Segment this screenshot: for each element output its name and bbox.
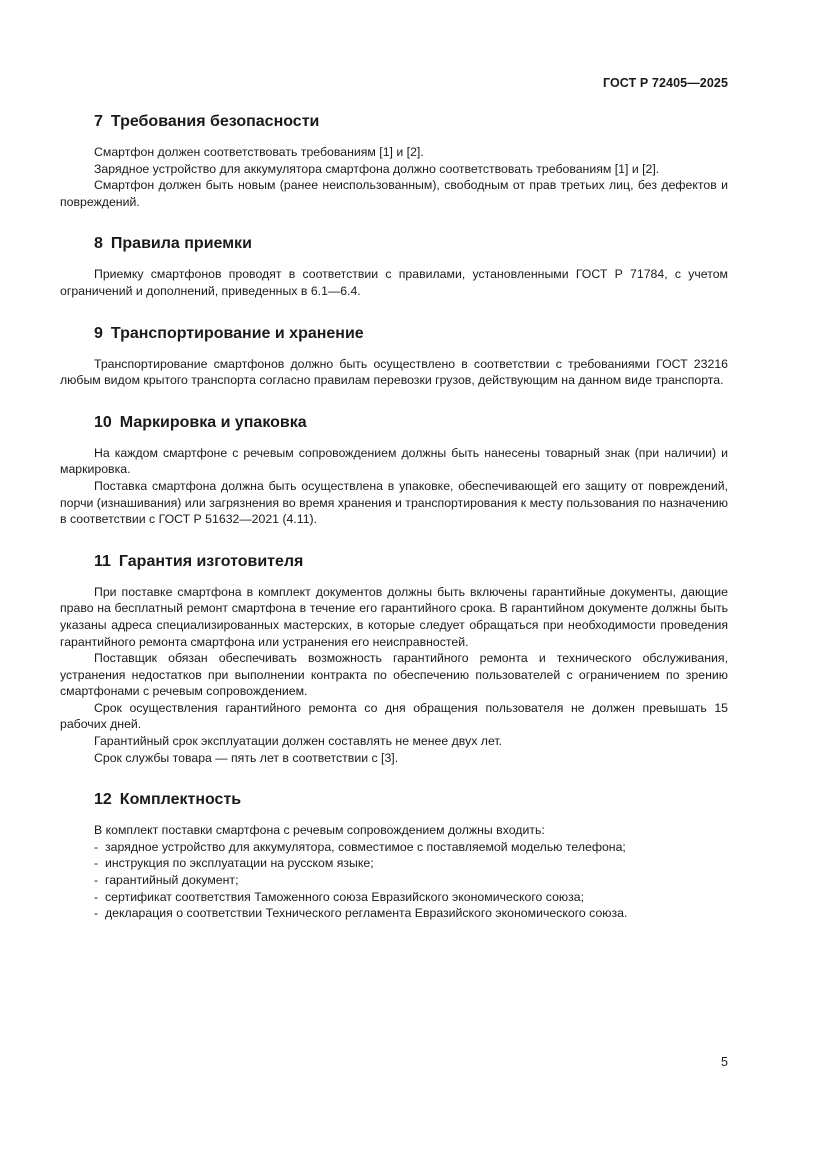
list-item: - декларация о соответствии Технического регламента Евразийского экономического союза. xyxy=(94,905,728,922)
section-title: Комплектность xyxy=(119,791,242,809)
section-title: Требования безопасности xyxy=(110,113,320,130)
section-number: 12 xyxy=(94,791,112,809)
paragraph: Приемку смартфонов проводят в соответствии с правилами, установленными ГОСТ Р 71784, с учетом ограничений и дополнений, приведенных в 6.1—6.4. xyxy=(60,267,728,298)
paragraph: Срок осуществления гарантийного ремонта со дня обращения пользователя не должен превышать 15 рабочих дней. xyxy=(60,700,728,732)
section-heading xyxy=(60,112,728,132)
section-7 xyxy=(60,112,728,210)
section-10 xyxy=(60,413,728,528)
paragraph: На каждом смартфоне с речевым сопровождением должны быть нанесены товарный знак (при наличии) и маркировка. xyxy=(60,445,728,477)
paragraph: Поставка смартфона должна быть осуществлена в упаковке, обеспечивающей его защиту от повреждений, порчи (изнашивания) или загрязнения во время хранения и транспортирования к месту пользования по назначению в соответствии с ГОСТ Р 51632—2021 (4.11). xyxy=(60,478,728,527)
paragraph: При поставке смартфона в комплект документов должны быть включены гарантийные документы, дающие право на бесплатный ремонт смартфона в течение его гарантийного срока. В гарантийном документе должны быть указаны адреса специализированных мастерских, в которые следует обращаться при необходимости проведения гарантийного ремонта смартфона или устранения его неисправностей. xyxy=(60,584,728,649)
paragraph: Транспортирование смартфонов должно быть осуществлено в соответствии с требованиями ГОСТ 23216 любым видом крытого транспорта согласно правилам перевозки грузов, действующим на данном виде транспорта. xyxy=(60,356,728,388)
section-number: 8 xyxy=(94,235,103,253)
paragraph: Смартфон должен быть новым (ранее неиспользованным), свободным от прав третьих лиц, без дефектов и повреждений. xyxy=(60,178,728,209)
paragraph: Срок службы товара — пять лет в соответствии с [3]. xyxy=(94,750,399,765)
section-text xyxy=(60,445,728,528)
section-text xyxy=(60,584,728,767)
list-item: - гарантийный документ; xyxy=(94,872,728,889)
paragraph: Смартфон должен соответствовать требованиям [1] и [2]. xyxy=(94,145,424,159)
paragraph: Поставщик обязан обеспечивать возможность гарантийного ремонта и технического обслуживания, устранения недостатков при выполнении контракта по обеспечению пользователей с ограничением по зрению смартфонами с речевым сопровождением. xyxy=(60,651,728,699)
section-number: 10 xyxy=(94,413,112,431)
document-header: ГОСТ Р 72405—2025 xyxy=(602,76,728,90)
page-number: 5 xyxy=(721,1055,728,1069)
section-heading xyxy=(60,234,728,254)
section-9 xyxy=(60,324,728,389)
section-number: 9 xyxy=(94,324,103,342)
section-number: 7 xyxy=(94,113,103,130)
list-item: - зарядное устройство для аккумулятора, совместимое с поставляемой моделью телефона; xyxy=(94,839,728,856)
list-item: - сертификат соответствия Таможенного союза Евразийского экономического союза; xyxy=(94,889,728,906)
completeness-list xyxy=(60,839,728,922)
paragraph: Гарантийный срок эксплуатации должен составлять не менее двух лет. xyxy=(94,734,503,749)
section-text xyxy=(60,822,728,839)
document-body xyxy=(60,112,728,922)
paragraph: Зарядное устройство для аккумулятора смартфона должно соответствовать требованиям [1] и [2]. xyxy=(94,161,660,176)
section-heading xyxy=(60,552,728,572)
section-heading xyxy=(60,413,728,433)
section-text xyxy=(60,144,728,210)
section-heading xyxy=(60,324,728,344)
paragraph: В комплект поставки смартфона с речевым сопровождением должны входить: xyxy=(94,823,545,838)
section-12 xyxy=(60,790,728,922)
section-text xyxy=(60,356,728,389)
section-11 xyxy=(60,552,728,767)
section-title: Маркировка и упаковка xyxy=(119,413,307,431)
section-title: Правила приемки xyxy=(110,235,252,253)
section-title: Транспортирование и хранение xyxy=(110,324,364,342)
section-title: Гарантия изготовителя xyxy=(118,552,304,570)
list-item: - инструкция по эксплуатации на русском языке; xyxy=(94,855,728,872)
section-number: 11 xyxy=(94,552,111,570)
section-8 xyxy=(60,234,728,299)
section-heading xyxy=(60,790,728,810)
section-text xyxy=(60,266,728,299)
